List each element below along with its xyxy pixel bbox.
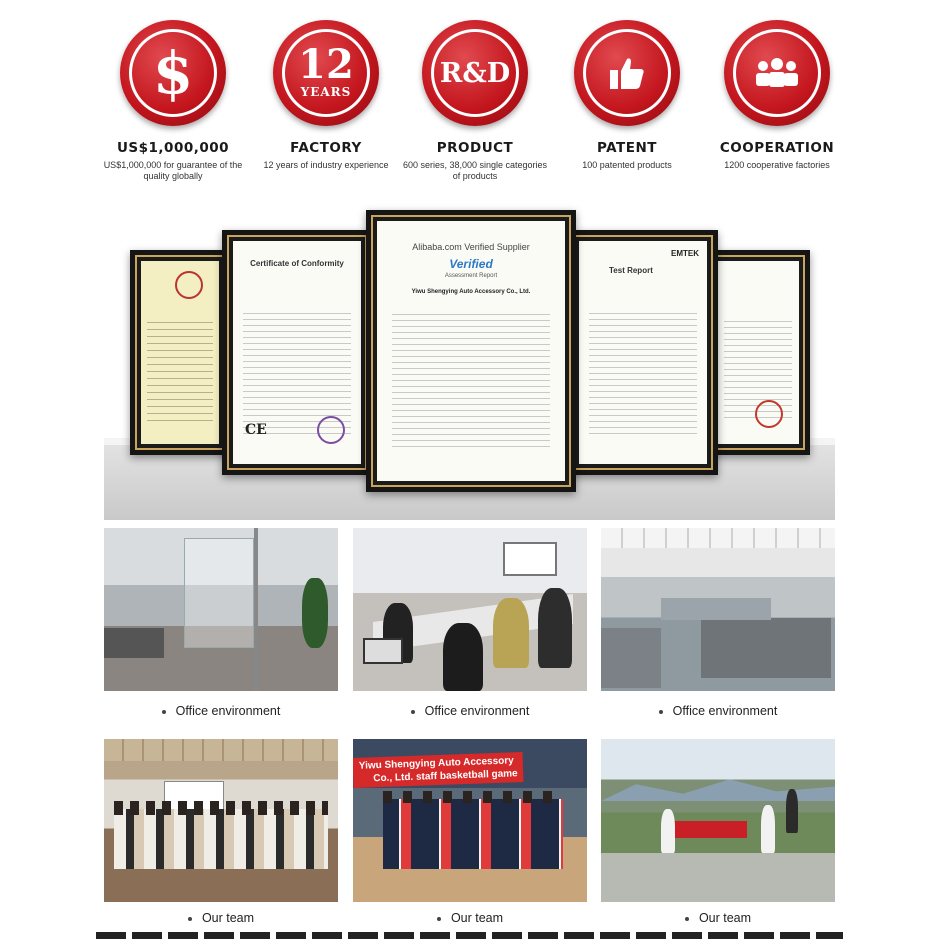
basketball-banner: Yiwu Shengying Auto Accessory Co., Ltd. staff basketball game <box>353 752 524 788</box>
office-photo-3 <box>601 528 835 691</box>
alibaba-verified-certificate <box>366 210 576 492</box>
thumbs-up-svg <box>607 53 647 93</box>
rd-glyph: R&D <box>439 57 511 89</box>
badge-factory <box>246 20 406 171</box>
certificate-paper <box>141 261 219 444</box>
team-photo-3 <box>601 739 835 902</box>
certificates-display <box>104 210 835 520</box>
years-label: YEARS <box>300 85 352 99</box>
group-svg <box>753 56 801 90</box>
badge-title: PATENT <box>597 140 657 156</box>
stamp-icon <box>317 416 345 444</box>
certificate-paper <box>233 241 361 464</box>
badge-desc: 12 years of industry experience <box>263 160 389 170</box>
caption-office-2: Office environment <box>353 704 587 718</box>
badge-desc: 600 series, 38,000 single categories of products <box>402 160 548 181</box>
badge-title: COOPERATION <box>719 140 835 156</box>
bottom-strip <box>96 932 843 939</box>
years-icon <box>273 20 379 126</box>
verified-logo: Verified <box>449 257 493 272</box>
caption-team-2: Our team <box>353 911 587 925</box>
assessment-label: Assessment Report <box>444 273 498 279</box>
badge-title: PRODUCT <box>436 140 514 156</box>
caption-team-1: Our team <box>104 911 338 925</box>
team-banner <box>671 821 747 838</box>
certificate-paper <box>579 241 707 464</box>
alibaba-title: Alibaba.com Verified Supplier <box>412 241 530 252</box>
company-name: Yiwu Shengying Auto Accessory Co., Ltd. <box>411 288 531 295</box>
dollar-glyph: $ <box>152 39 194 107</box>
test-report-title: Test Report <box>609 265 653 275</box>
patent-certificate <box>706 250 810 455</box>
certificate-title: Certificate of Conformity <box>250 258 344 268</box>
badge-cooperation <box>697 20 857 171</box>
certificate-paper <box>717 261 799 444</box>
conformity-certificate <box>222 230 372 475</box>
years-number: 12 <box>298 41 354 88</box>
trademark-certificate <box>130 250 230 455</box>
badge-desc: US$1,000,000 for guarantee of the quality globally <box>103 160 243 181</box>
badge-desc: 100 patented products <box>582 160 672 170</box>
test-report-certificate <box>568 230 718 475</box>
feature-badges <box>0 20 939 190</box>
badge-guarantee <box>93 20 253 182</box>
thumbs-up-icon <box>574 20 680 126</box>
emtek-logo: EMTEK <box>671 249 699 258</box>
badge-title: FACTORY <box>290 140 362 156</box>
badge-product <box>395 20 555 182</box>
office-photo-1 <box>104 528 338 691</box>
group-icon <box>724 20 830 126</box>
years-glyph <box>298 41 354 99</box>
red-seal-icon <box>755 400 783 428</box>
office-photo-2 <box>353 528 587 691</box>
dollar-icon <box>120 20 226 126</box>
red-seal-icon <box>175 271 203 299</box>
team-photo-1 <box>104 739 338 902</box>
ce-mark: CE <box>245 422 267 438</box>
badge-patent <box>547 20 707 171</box>
badge-title: US$1,000,000 <box>116 140 230 156</box>
team-photo-2 <box>353 739 587 902</box>
caption-office-3: Office environment <box>601 704 835 718</box>
rd-icon <box>422 20 528 126</box>
certificate-paper <box>377 221 565 481</box>
caption-team-3: Our team <box>601 911 835 925</box>
badge-desc: 1200 cooperative factories <box>724 160 830 170</box>
caption-office-1: Office environment <box>104 704 338 718</box>
